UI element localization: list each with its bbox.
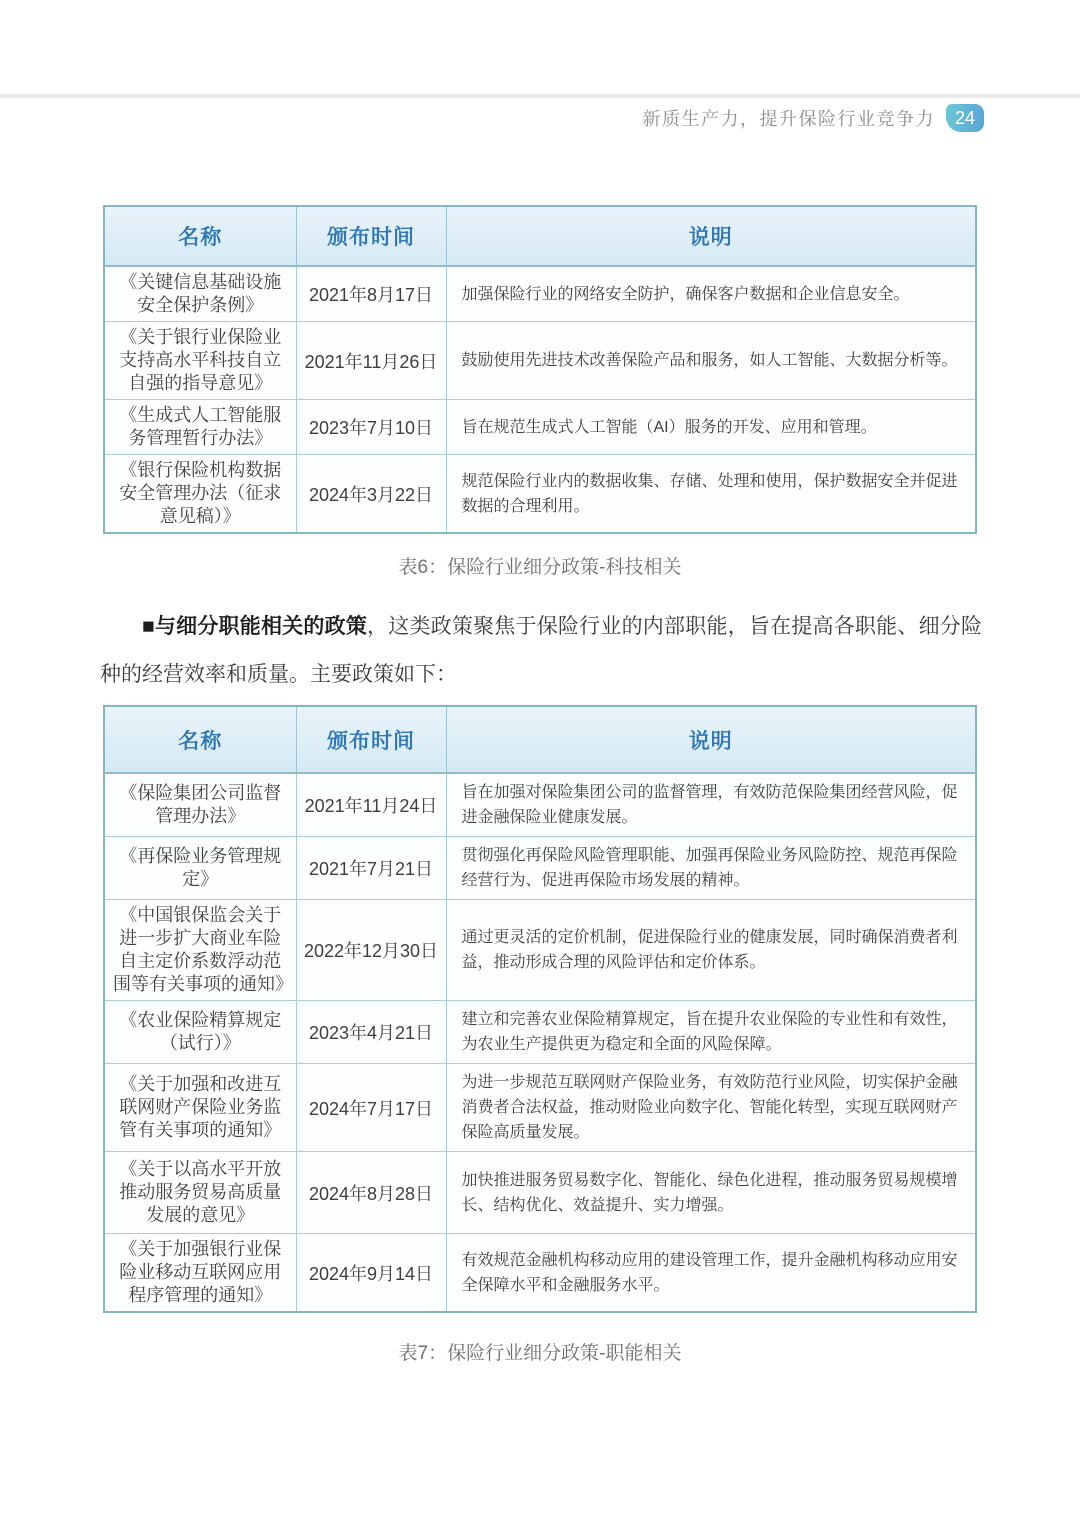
table-row: [104, 773, 976, 837]
policy-table-tech-section: [103, 205, 977, 579]
policy-date-cell: 2023年7月10日: [296, 400, 446, 455]
policy-date-cell: 2024年9月14日: [296, 1234, 446, 1313]
column-header-name: 名称: [104, 706, 296, 773]
policy-table-function: [103, 705, 977, 1313]
policy-name-cell: 《中国银保监会关于进一步扩大商业车险自主定价系数浮动范围等有关事项的通知》: [104, 900, 296, 1001]
table-row: [104, 455, 976, 534]
policy-name-cell: 《关于加强和改进互联网财产保险业务监管有关事项的通知》: [104, 1064, 296, 1152]
policy-date-cell: 2024年3月22日: [296, 455, 446, 534]
policy-name-cell: 《银行保险机构数据安全管理办法（征求意见稿）》: [104, 455, 296, 534]
policy-date-cell: 2022年12月30日: [296, 900, 446, 1001]
policy-date-cell: 2021年11月24日: [296, 773, 446, 837]
policy-name-cell: 《关于银行业保险业支持高水平科技自立自强的指导意见》: [104, 322, 296, 400]
running-head-title: 新质生产力，提升保险行业竞争力: [642, 109, 935, 129]
policy-name-cell: 《农业保险精算规定（试行）》: [104, 1001, 296, 1064]
policy-desc-cell: 有效规范金融机构移动应用的建设管理工作，提升金融机构移动应用安全保障水平和金融服务水平。: [446, 1234, 976, 1313]
policy-name-cell: 《生成式人工智能服务管理暂行办法》: [104, 400, 296, 455]
policy-desc-cell: 旨在加强对保险集团公司的监督管理，有效防范保险集团经营风险，促进金融保险业健康发展。: [446, 773, 976, 837]
policy-desc-cell: 加强保险行业的网络安全防护，确保客户数据和企业信息安全。: [446, 266, 976, 322]
table-row: [104, 1234, 976, 1313]
policy-desc-cell: 旨在规范生成式人工智能（AI）服务的开发、应用和管理。: [446, 400, 976, 455]
table-row: [104, 1152, 976, 1234]
policy-desc-cell: 建立和完善农业保险精算规定，旨在提升农业保险的专业性和有效性，为农业生产提供更为稳定和全面的风险保障。: [446, 1001, 976, 1064]
policy-name-cell: 《关于以高水平开放推动服务贸易高质量发展的意见》: [104, 1152, 296, 1234]
policy-desc-cell: 规范保险行业内的数据收集、存储、处理和使用，保护数据安全并促进数据的合理利用。: [446, 455, 976, 534]
policy-desc-cell: 贯彻强化再保险风险管理职能、加强再保险业务风险防控、规范再保险经营行为、促进再保险市场发展的精神。: [446, 837, 976, 900]
page-header: [643, 104, 985, 132]
policy-date-cell: 2021年8月17日: [296, 266, 446, 322]
policy-table-tech: [103, 205, 977, 534]
policy-date-cell: 2023年4月21日: [296, 1001, 446, 1064]
paragraph-text: ，这类政策聚焦于保险行业的内部职能，旨在提高各职能、细分险种的经营效率和质量。主要政策如下：: [100, 615, 982, 686]
column-header-desc: 说明: [446, 706, 976, 773]
column-header-desc: 说明: [446, 206, 976, 266]
policy-name-cell: 《关键信息基础设施安全保护条例》: [104, 266, 296, 322]
page-number-badge: 24: [946, 104, 984, 132]
policy-date-cell: 2021年11月26日: [296, 322, 446, 400]
table-row: [104, 400, 976, 455]
policy-date-cell: 2024年7月17日: [296, 1064, 446, 1152]
body-paragraph: [100, 603, 982, 699]
table-row: [104, 900, 976, 1001]
table-row: [104, 837, 976, 900]
policy-name-cell: 《再保险业务管理规定》: [104, 837, 296, 900]
column-header-name: 名称: [104, 206, 296, 266]
policy-desc-cell: 为进一步规范互联网财产保险业务，有效防范行业风险，切实保护金融消费者合法权益，推动财险业向数字化、智能化转型，实现互联网财产保险高质量发展。: [446, 1064, 976, 1152]
policy-desc-cell: 加快推进服务贸易数字化、智能化、绿色化进程，推动服务贸易规模增长、结构优化、效益提升、实力增强。: [446, 1152, 976, 1234]
table-caption: 表6：保险行业细分政策-科技相关: [398, 557, 682, 578]
policy-name-cell: 《关于加强银行业保险业移动互联网应用程序管理的通知》: [104, 1234, 296, 1313]
table-header-row: [104, 206, 976, 266]
policy-name-cell: 《保险集团公司监督管理办法》: [104, 773, 296, 837]
policy-table-function-section: [103, 705, 977, 1365]
policy-date-cell: 2021年7月21日: [296, 837, 446, 900]
column-header-date: 颁布时间: [296, 206, 446, 266]
table-row: [104, 266, 976, 322]
table-row: [104, 1064, 976, 1152]
policy-desc-cell: 通过更灵活的定价机制，促进保险行业的健康发展，同时确保消费者利益，推动形成合理的风险评估和定价体系。: [446, 900, 976, 1001]
table-row: [104, 1001, 976, 1064]
table-header-row: [104, 706, 976, 773]
policy-desc-cell: 鼓励使用先进技术改善保险产品和服务，如人工智能、大数据分析等。: [446, 322, 976, 400]
paragraph-lead: ■与细分职能相关的政策: [142, 615, 368, 638]
header-divider: [0, 94, 1080, 98]
policy-date-cell: 2024年8月28日: [296, 1152, 446, 1234]
table-row: [104, 322, 976, 400]
column-header-date: 颁布时间: [296, 706, 446, 773]
table-caption: 表7：保险行业细分政策-职能相关: [398, 1343, 682, 1364]
